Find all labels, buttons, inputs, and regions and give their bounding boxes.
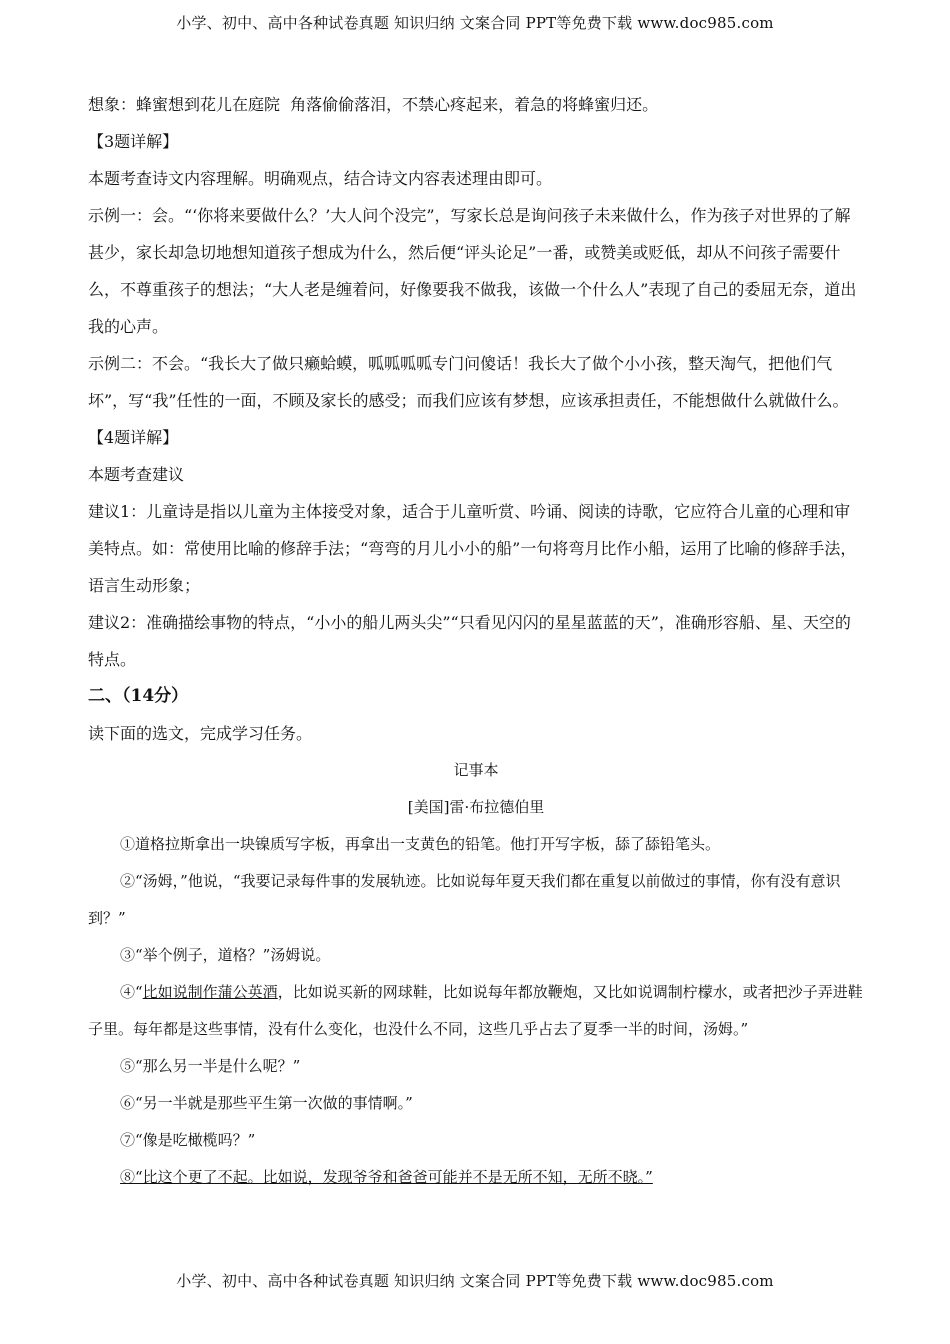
q3-example-2: 示例二：不会。“我长大了做只癞蛤蟆，呱呱呱呱专门问傻话！我长大了做个小小孩，整天淘气，把他们气坏”，写“我”任性的一面，不顾及家长的感受；而我们应该有梦想，应该承担责任，不能想做什么就做什么。 (88, 354, 849, 410)
story-paragraph-2: ②“汤姆，”他说，“我要记录每件事的发展轨迹。比如说每年夏天我们都在重复以前做过的事情，你有没有意识到？” (88, 872, 841, 927)
story-paragraph-6: ⑥“另一半就是那些平生第一次做的事情啊。” (120, 1094, 413, 1112)
story-paragraph-4 (88, 974, 864, 1048)
story-paragraph-4-prefix: ④“ (120, 983, 143, 1001)
q3-example-1: 示例一：会。“‘你将来要做什么？’大人问个没完”，写家长总是询问孩子未来做什么，作为孩子对世界的了解甚少，家长却急切地想知道孩子想成为什么，然后便“评头论足”一番，或赞美或贬低，却从不问孩子需要什么，不尊重孩子的想法；“大人老是缠着问，好像要我不做我，该做一个什么人”表现了自己的委屈无奈，道出我的心声。 (88, 206, 857, 336)
story-paragraph-8 (88, 1159, 864, 1196)
q3-intro: 本题考查诗文内容理解。明确观点，结合诗文内容表述理由即可。 (88, 169, 553, 188)
underlined-phrase: 比如说制作蒲公英酒 (142, 983, 278, 1001)
q4-suggestion-1: 建议1：儿童诗是指以儿童为主体接受对象，适合于儿童听赏、吟诵、阅读的诗歌，它应符合儿童的心理和审美特点。如：常使用比喻的修辞手法；“弯弯的月儿小小的船”一句将弯月比作小船，运用了比喻的修辞手法，语言生动形象； (88, 502, 857, 595)
page-header: 小学、初中、高中各种试卷真题 知识归纳 文案合同 PPT等免费下载 www.doc985.com (176, 14, 774, 32)
page-content (88, 86, 864, 1196)
q3-title: 【3题详解】 (88, 132, 179, 151)
q4-title: 【4题详解】 (88, 428, 179, 447)
imagine-line: 想象：蜂蜜想到花儿在庭院 角落偷偷落泪，不禁心疼起来，着急的将蜂蜜归还。 (88, 95, 659, 114)
story-paragraph-3: ③“举个例子，道格？”汤姆说。 (120, 946, 331, 964)
story-paragraph-4-rest: ，比如说买新的网球鞋，比如说每年都放鞭炮，又比如说调制柠檬水，或者把沙子弄进鞋子里。每年都是这些事情，没有什么变化，也没什么不同，这些几乎占去了夏季一半的时间，汤姆。” (88, 983, 863, 1038)
story-title: 记事本 (453, 761, 499, 779)
story-paragraph-1: ①道格拉斯拿出一块镍质写字板，再拿出一支黄色的铅笔。他打开写字板，舔了舔铅笔头。 (120, 835, 721, 853)
story-author: [美国]雷·布拉德伯里 (407, 798, 545, 816)
section-2-instruction: 读下面的选文，完成学习任务。 (88, 724, 313, 743)
story-paragraph-5: ⑤“那么另一半是什么呢？” (120, 1057, 301, 1075)
underlined-sentence: ⑧“比这个更了不起。比如说，发现爷爷和爸爸可能并不是无所不知，无所不晓。” (120, 1168, 653, 1186)
section-2-title: 二、（14分） (88, 686, 189, 706)
q4-suggestion-2: 建议2：准确描绘事物的特点，“小小的船儿两头尖”“只看见闪闪的星星蓝蓝的天”，准确形容船、星、天空的特点。 (88, 613, 851, 669)
story-paragraph-7: ⑦“像是吃橄榄吗？” (120, 1131, 256, 1149)
q4-intro: 本题考查建议 (88, 465, 185, 484)
page-footer: 小学、初中、高中各种试卷真题 知识归纳 文案合同 PPT等免费下载 www.doc985.com (176, 1272, 774, 1290)
